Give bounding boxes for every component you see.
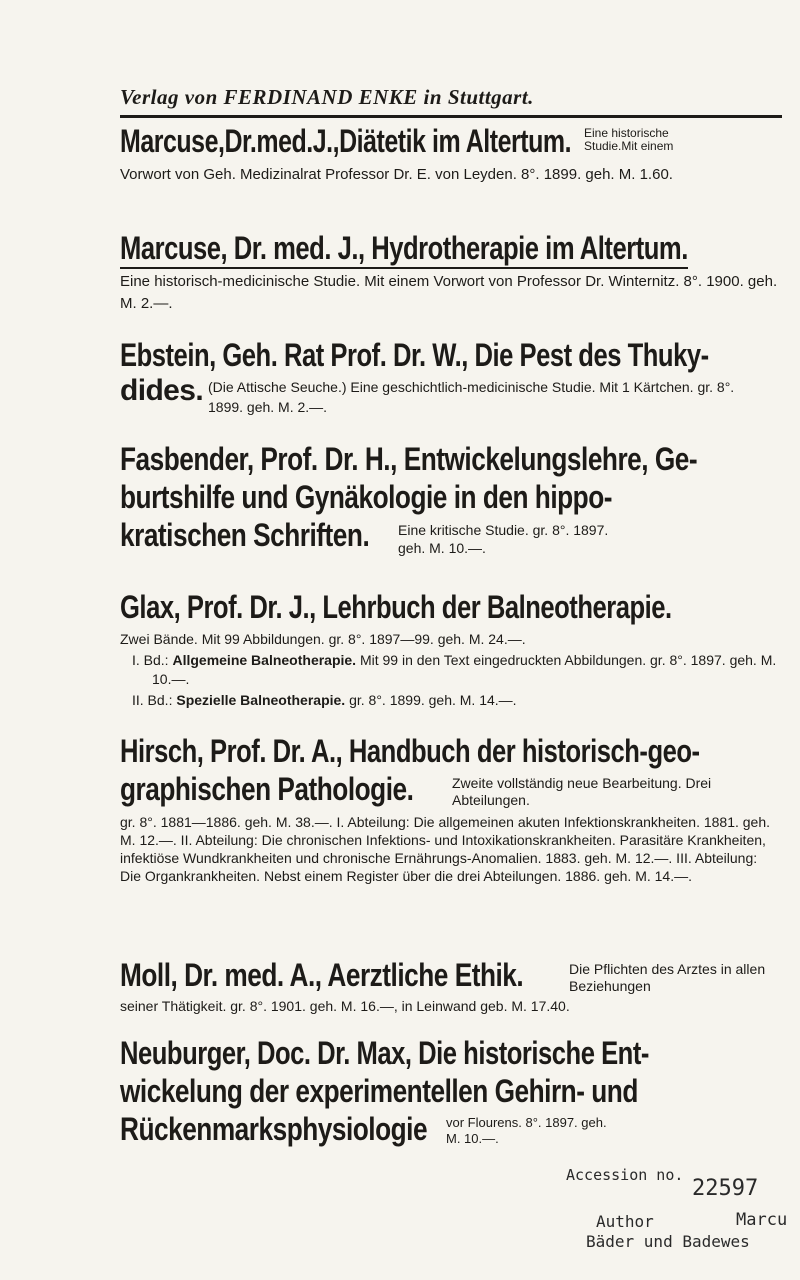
entry-heading-cont: graphischen Pathologie. (120, 771, 414, 807)
volume-details: Mit 99 in den Text eingedruckten Abbildungen. gr. 8°. 1897. geh. M. 10.—. (152, 652, 777, 687)
entry-heading: Ebstein, Geh. Rat Prof. Dr. W., Die Pest des Thuky- (120, 337, 709, 373)
entry-volume-2 (120, 691, 782, 710)
entry-heading-cont: wickelung der experimentellen Gehirn- und (120, 1073, 638, 1109)
accession-number: 22597 (692, 1176, 759, 1201)
volume-label: I. Bd.: (132, 652, 169, 668)
entry-moll (120, 956, 782, 1016)
entry-fasbender (120, 440, 782, 557)
entry-heading: Hirsch, Prof. Dr. A., Handbuch der historisch-geo- (120, 733, 700, 769)
volume-label: II. Bd.: (132, 692, 173, 708)
entry-subtitle: (Die Attische Seuche.) Eine geschichtlich-medicinische Studie. Mit 1 Kärtchen. gr. 8°. 1899. geh. M. 2.—. (208, 379, 735, 415)
entry-hirsch (120, 732, 782, 885)
publisher-header: Verlag von FERDINAND ENKE in Stuttgart. (120, 85, 534, 109)
entry-details: Vorwort von Geh. Medizinalrat Professor Dr. E. von Leyden. 8°. 1899. geh. M. 1.60. (120, 166, 673, 183)
entry-heading: Moll, Dr. med. A., Aerztliche Ethik. (120, 957, 524, 993)
entry-subtitle: Zweite vollständig neue Bearbeitung. Drei Abteilungen. (452, 775, 712, 808)
volume-title: Allgemeine Balneotherapie. (172, 652, 357, 668)
entry-subtitle: Eine historische Studie.Mit einem (584, 126, 674, 153)
entry-heading-cont: dides. (120, 374, 204, 407)
entry-subtitle: Eine kritische Studie. gr. 8°. 1897. geh. M. 10.—. (398, 522, 609, 556)
entry-heading: Marcuse,Dr.med.J.,Diätetik im Altertum. (120, 123, 572, 159)
entry-heading: Marcuse, Dr. med. J., Hydrotherapie im Altertum. (120, 229, 688, 269)
entry-glax (120, 588, 782, 710)
entry-heading: Glax, Prof. Dr. J., Lehrbuch der Balneotherapie. (120, 589, 672, 625)
entry-heading-cont: burtshilfe und Gynäkologie in den hippo- (120, 479, 612, 515)
author-label: Author (596, 1212, 654, 1231)
author-value: Marcu (736, 1210, 788, 1230)
entry-marcuse-diaetetik (120, 122, 782, 186)
title-value: Bäder und Badewes (586, 1232, 750, 1251)
entry-heading-cont: Rückenmarksphysiologie (120, 1111, 428, 1147)
entry-heading: Fasbender, Prof. Dr. H., Entwickelungslehre, Ge- (120, 441, 698, 477)
entry-details: Eine historisch-medicinische Studie. Mit einem Vorwort von Professor Dr. Winternitz. 8°. 1900. geh. M. 2.—. (120, 273, 778, 312)
entry-neuburger (120, 1034, 782, 1148)
volume-title: Spezielle Balneotherapie. (176, 692, 346, 708)
entry-heading-cont: kratischen Schriften. (120, 517, 370, 553)
header-rule (120, 115, 782, 118)
entry-details: seiner Thätigkeit. gr. 8°. 1901. geh. M. 16.—, in Leinwand geb. M. 17.40. (120, 998, 570, 1014)
entry-details: gr. 8°. 1881—1886. geh. M. 38.—. I. Abteilung: Die allgemeinen akuten Infektionskrankheiten. 1881. geh. M. 12.—. II. Abteilung: Die chronischen Infektions- und Intoxikationskrankheiten. Parasitäre Krankheiten, infektiöse Wundkrankheiten und chronische Ernährungs-Anomalien. 1883. geh. M. 12.—. III. Abteilung: Die Organkrankheiten. Nebst einem Register über die drei Abteilungen. 1886. geh. M. 14.—. (120, 814, 771, 884)
volume-details: gr. 8°. 1899. geh. M. 14.—. (349, 692, 517, 708)
entry-details: Zwei Bände. Mit 99 Abbildungen. gr. 8°. 1897—99. geh. M. 24.—. (120, 631, 526, 647)
entry-heading: Neuburger, Doc. Dr. Max, Die historische Ent- (120, 1035, 649, 1071)
entry-ebstein (120, 336, 782, 417)
entry-volume-1 (120, 651, 782, 689)
entry-subtitle: vor Flourens. 8°. 1897. geh. M. 10.—. (446, 1115, 607, 1146)
entry-subtitle: Die Pflichten des Arztes in allen Beziehungen (569, 961, 766, 994)
entry-marcuse-hydro (120, 229, 782, 315)
accession-label: Accession no. (566, 1166, 684, 1184)
